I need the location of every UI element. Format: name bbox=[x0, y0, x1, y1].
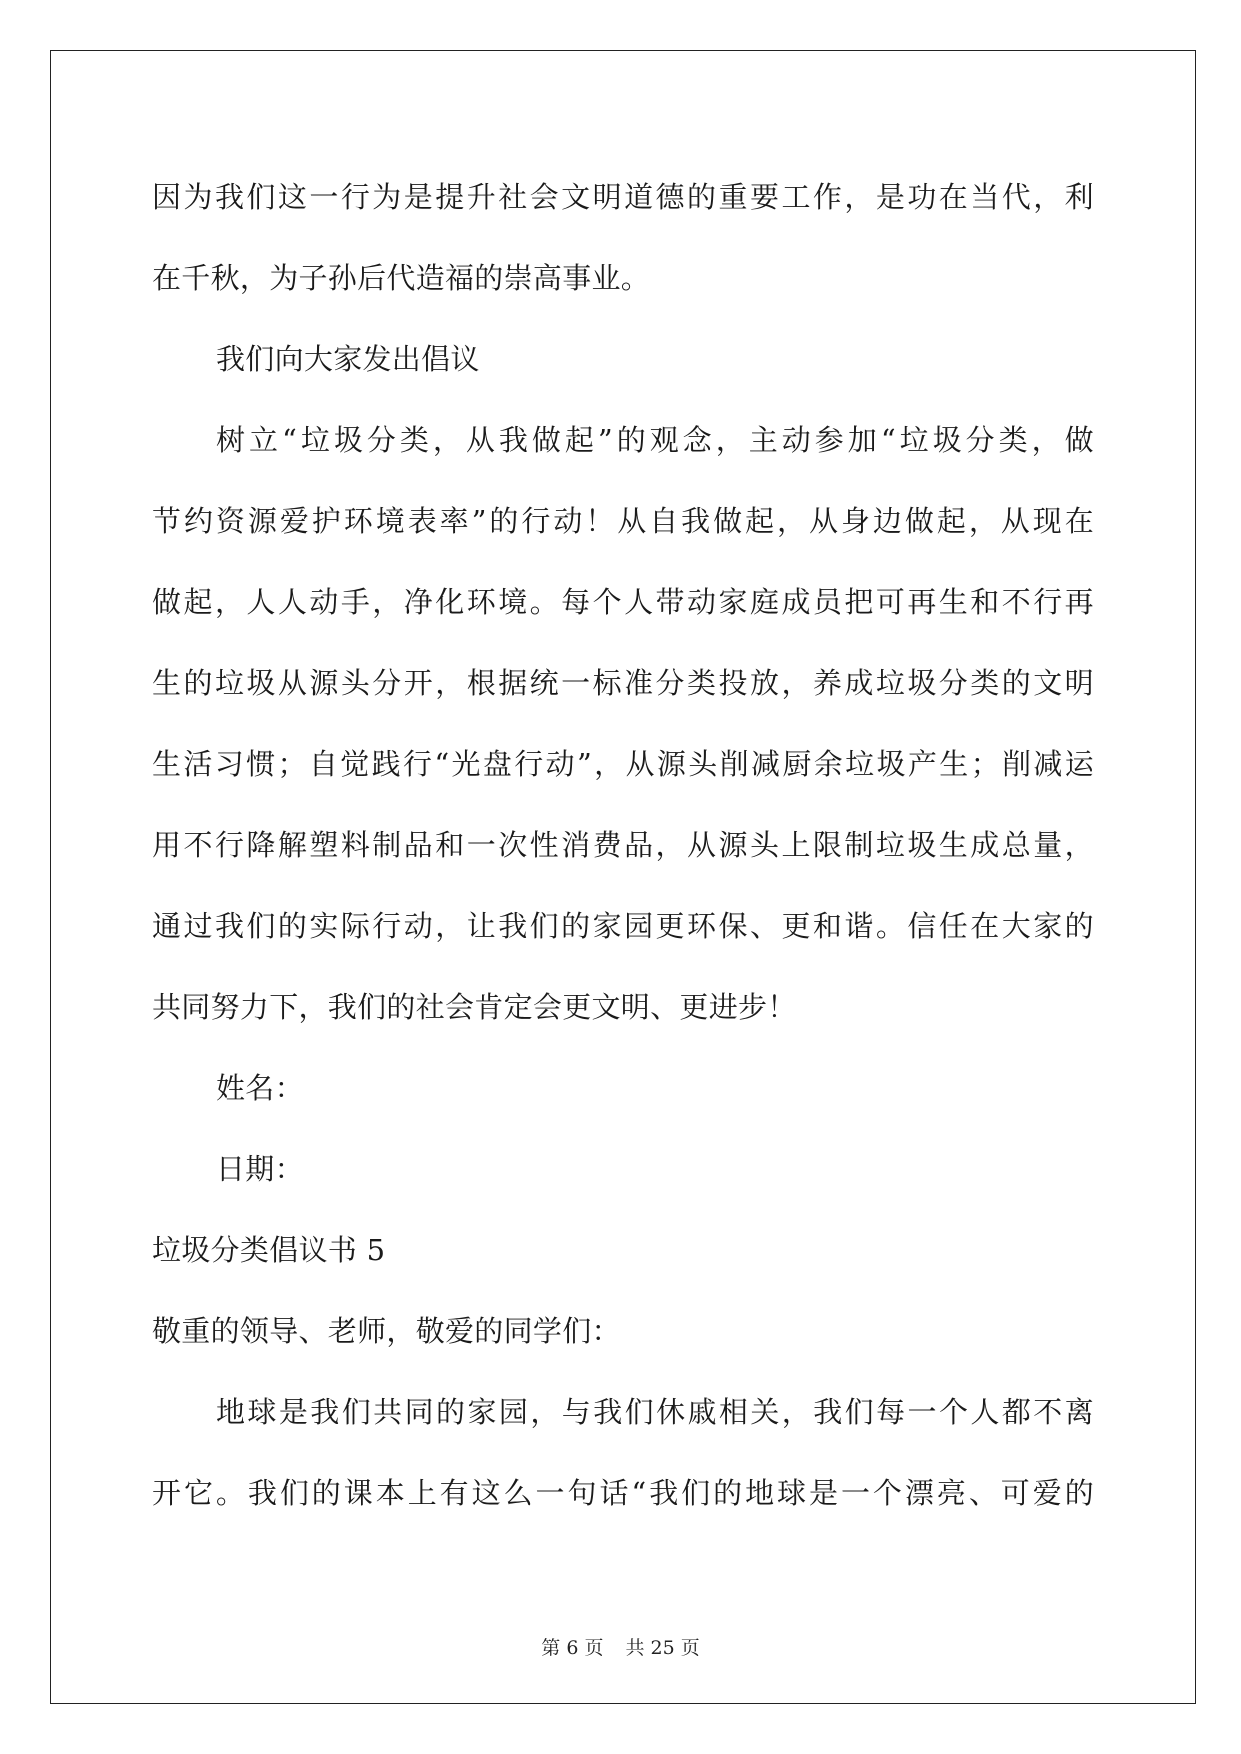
text-line: 用不行降解塑料制品和一次性消费品，从源头上限制垃圾生成总量， bbox=[152, 828, 1094, 862]
page-total: 共 25 页 bbox=[625, 1637, 700, 1659]
text-line: 在千秋，为子孙后代造福的崇高事业。 bbox=[152, 261, 651, 295]
text-line: 开它。我们的课本上有这么一句话“我们的地球是一个漂亮、可爱的 bbox=[152, 1476, 1094, 1510]
section-heading: 垃圾分类倡议书 5 bbox=[152, 1233, 386, 1267]
salutation: 敬重的领导、老师，敬爱的同学们： bbox=[152, 1314, 621, 1348]
text-line: 做起，人人动手，净化环境。每个人带动家庭成员把可再生和不行再 bbox=[152, 585, 1094, 619]
text-line: 节约资源爱护环境表率”的行动！从自我做起，从身边做起，从现在 bbox=[152, 504, 1094, 538]
text-line: 地球是我们共同的家园，与我们休戚相关，我们每一个人都不离 bbox=[216, 1395, 1094, 1429]
text-line: 通过我们的实际行动，让我们的家园更环保、更和谐。信任在大家的 bbox=[152, 909, 1094, 943]
text-line: 共同努力下，我们的社会肯定会更文明、更进步！ bbox=[152, 990, 797, 1024]
text-line: 我们向大家发出倡议 bbox=[216, 342, 480, 376]
signature-name-label: 姓名： bbox=[216, 1071, 304, 1105]
signature-date-label: 日期： bbox=[216, 1152, 304, 1186]
text-line: 树立“垃圾分类，从我做起”的观念，主动参加“垃圾分类，做 bbox=[216, 423, 1094, 457]
page-number: 第 6 页 bbox=[541, 1637, 604, 1659]
text-line: 生的垃圾从源头分开，根据统一标准分类投放，养成垃圾分类的文明 bbox=[152, 666, 1094, 700]
text-line: 因为我们这一行为是提升社会文明道德的重要工作，是功在当代，利 bbox=[152, 180, 1094, 214]
page-footer bbox=[0, 1633, 1241, 1660]
document-body bbox=[152, 157, 1094, 1534]
text-line: 生活习惯；自觉践行“光盘行动”，从源头削减厨余垃圾产生；削减运 bbox=[152, 747, 1094, 781]
